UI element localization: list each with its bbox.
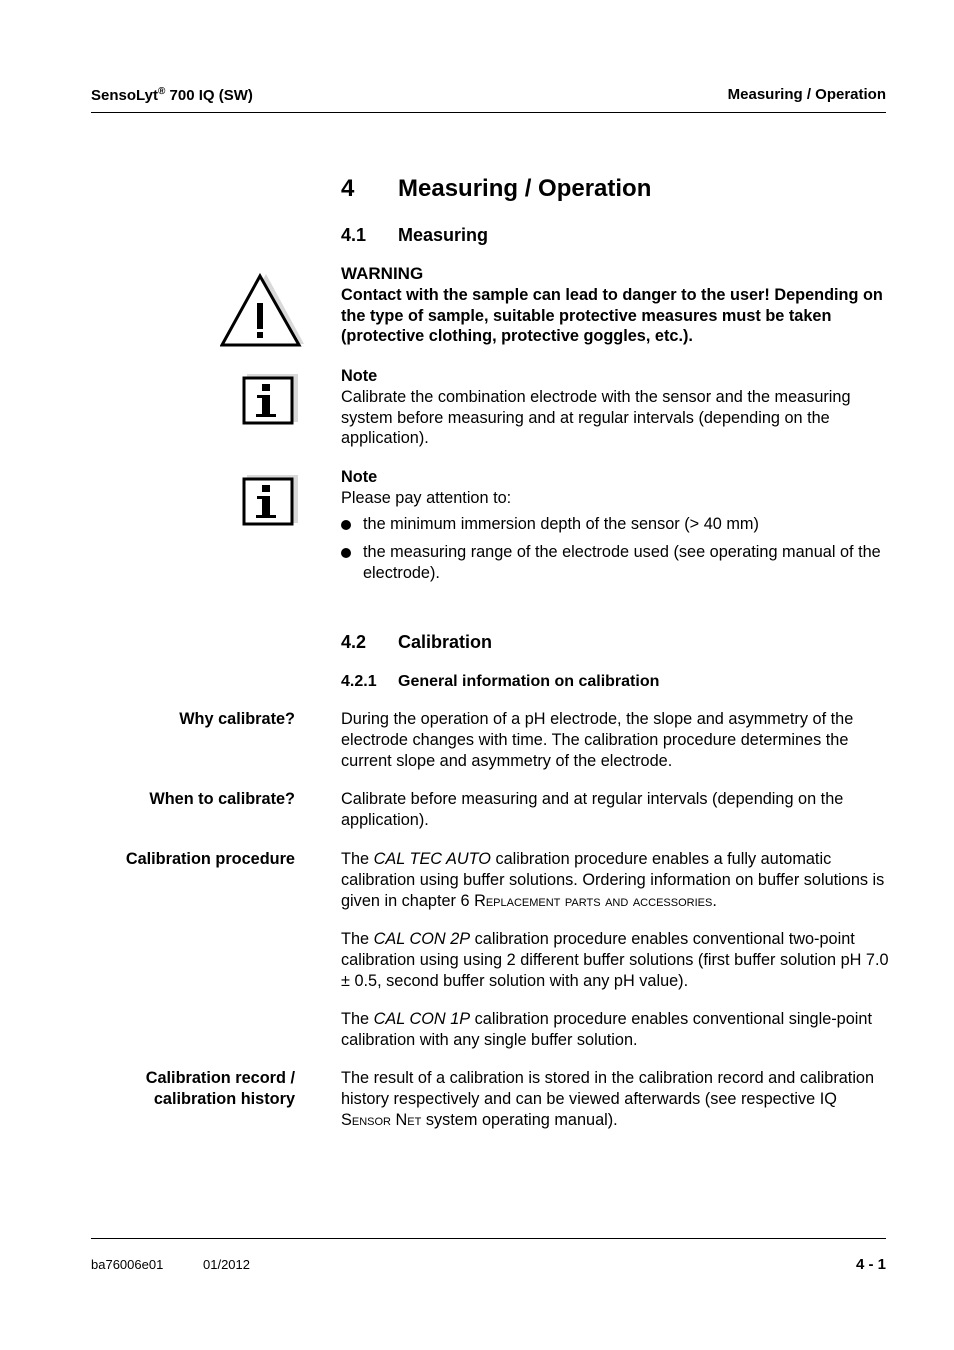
- chapter-heading: [341, 175, 881, 205]
- note-1-text: Calibrate the combination electrode with the sensor and the measuring system before measuring and at regular intervals (depending on the application).: [341, 387, 851, 448]
- text-run: calibration procedure enables conventional single-point calibration with any single buffer solution.: [341, 1010, 872, 1049]
- bullet-dot-icon: [341, 520, 351, 530]
- list-item: [341, 542, 889, 584]
- header-rule: [91, 112, 886, 113]
- text-run: calibration procedure enables conventional two-point calibration using using 2 different buffer solutions (first buffer solution pH 7.0 ± 0.5, second buffer solution with any pH value).: [341, 930, 889, 990]
- text-run: The: [341, 1010, 374, 1028]
- when-calibrate-label: When to calibrate?: [149, 790, 295, 808]
- why-calibrate-text: During the operation of a pH electrode, the slope and asymmetry of the electrode changes with time. The calibration procedure determines the current slope and asymmetry of the electrode.: [341, 710, 854, 770]
- chapter-title: Measuring / Operation: [398, 175, 652, 202]
- section-title: Measuring: [398, 225, 489, 245]
- footer-doc-id: ba76006e01: [91, 1257, 164, 1272]
- text-run: The: [341, 930, 374, 948]
- header-product-model: 700 IQ (SW): [165, 87, 253, 104]
- section-4-2-heading: [341, 632, 881, 654]
- calibration-record-label: [45, 1068, 295, 1110]
- note-2-intro: Please pay attention to:: [341, 488, 512, 507]
- chapter-reference: Replacement parts and accessories: [474, 891, 713, 910]
- note-2-title: Note: [341, 468, 378, 486]
- list-item-text: the minimum immersion depth of the sensor (> 40 mm): [363, 514, 759, 533]
- footer-rule: [91, 1238, 886, 1239]
- section-number: 4.2.1: [341, 673, 377, 690]
- procedure-paragraph-1: [341, 849, 889, 911]
- text-run: The result of a calibration is stored in the calibration record and calibration history respectively and can be viewed afterwards (see respective IQ: [341, 1069, 875, 1108]
- mode-name: CAL CON 2P: [373, 930, 471, 948]
- section-number: 4.1: [341, 225, 367, 245]
- label-line: calibration history: [153, 1089, 295, 1108]
- info-icon: [242, 475, 298, 527]
- list-item: [341, 514, 889, 535]
- header-section: Measuring / Operation: [727, 86, 886, 103]
- label-line: Calibration record /: [145, 1069, 295, 1087]
- product-reference: Sensor Net: [341, 1110, 422, 1129]
- registered-mark: ®: [157, 86, 166, 97]
- section-title: General information on calibration: [398, 673, 660, 690]
- text-run: The: [341, 850, 374, 868]
- procedure-paragraph-3: [341, 1009, 889, 1051]
- bullet-dot-icon: [341, 548, 351, 558]
- note-1-title: Note: [341, 367, 378, 385]
- text-run: system operating manual).: [421, 1110, 618, 1129]
- warning-triangle-icon: [220, 270, 304, 348]
- section-4-1-heading: [341, 225, 881, 247]
- warning-text: Contact with the sample can lead to danger to the user! Depending on the type of sample, suitable protective measures must be taken (protective clothing, protective goggles, etc.).: [341, 285, 883, 346]
- page-number: 4 - 1: [855, 1256, 886, 1273]
- info-icon: [242, 374, 298, 426]
- text-run: .: [712, 891, 717, 910]
- section-title: Calibration: [398, 632, 493, 652]
- procedure-paragraph-2: [341, 929, 889, 991]
- note-1: [341, 366, 889, 449]
- warning-title: WARNING: [341, 264, 424, 283]
- why-calibrate-label: Why calibrate?: [179, 710, 295, 728]
- header-product: [91, 86, 253, 104]
- footer-date: 01/2012: [203, 1257, 250, 1272]
- header-product-name: SensoLyt: [91, 87, 158, 104]
- text-run: calibration procedure enables a fully automatic calibration using buffer solutions. Ordering information on buffer solutions is given in chapter 6: [341, 850, 885, 910]
- when-calibrate-text: Calibrate before measuring and at regular intervals (depending on the application).: [341, 790, 844, 829]
- section-4-2-1-heading: [341, 673, 881, 693]
- calibration-procedure-label: Calibration procedure: [125, 850, 295, 868]
- mode-name: CAL TEC AUTO: [373, 850, 491, 868]
- list-item-text: the measuring range of the electrode used (see operating manual of the electrode).: [363, 543, 881, 583]
- chapter-number: 4: [341, 175, 355, 202]
- note-2: [341, 467, 889, 584]
- calibration-record-text: [341, 1068, 889, 1130]
- mode-name: CAL CON 1P: [373, 1010, 471, 1028]
- section-number: 4.2: [341, 632, 367, 652]
- warning-block: [341, 264, 889, 347]
